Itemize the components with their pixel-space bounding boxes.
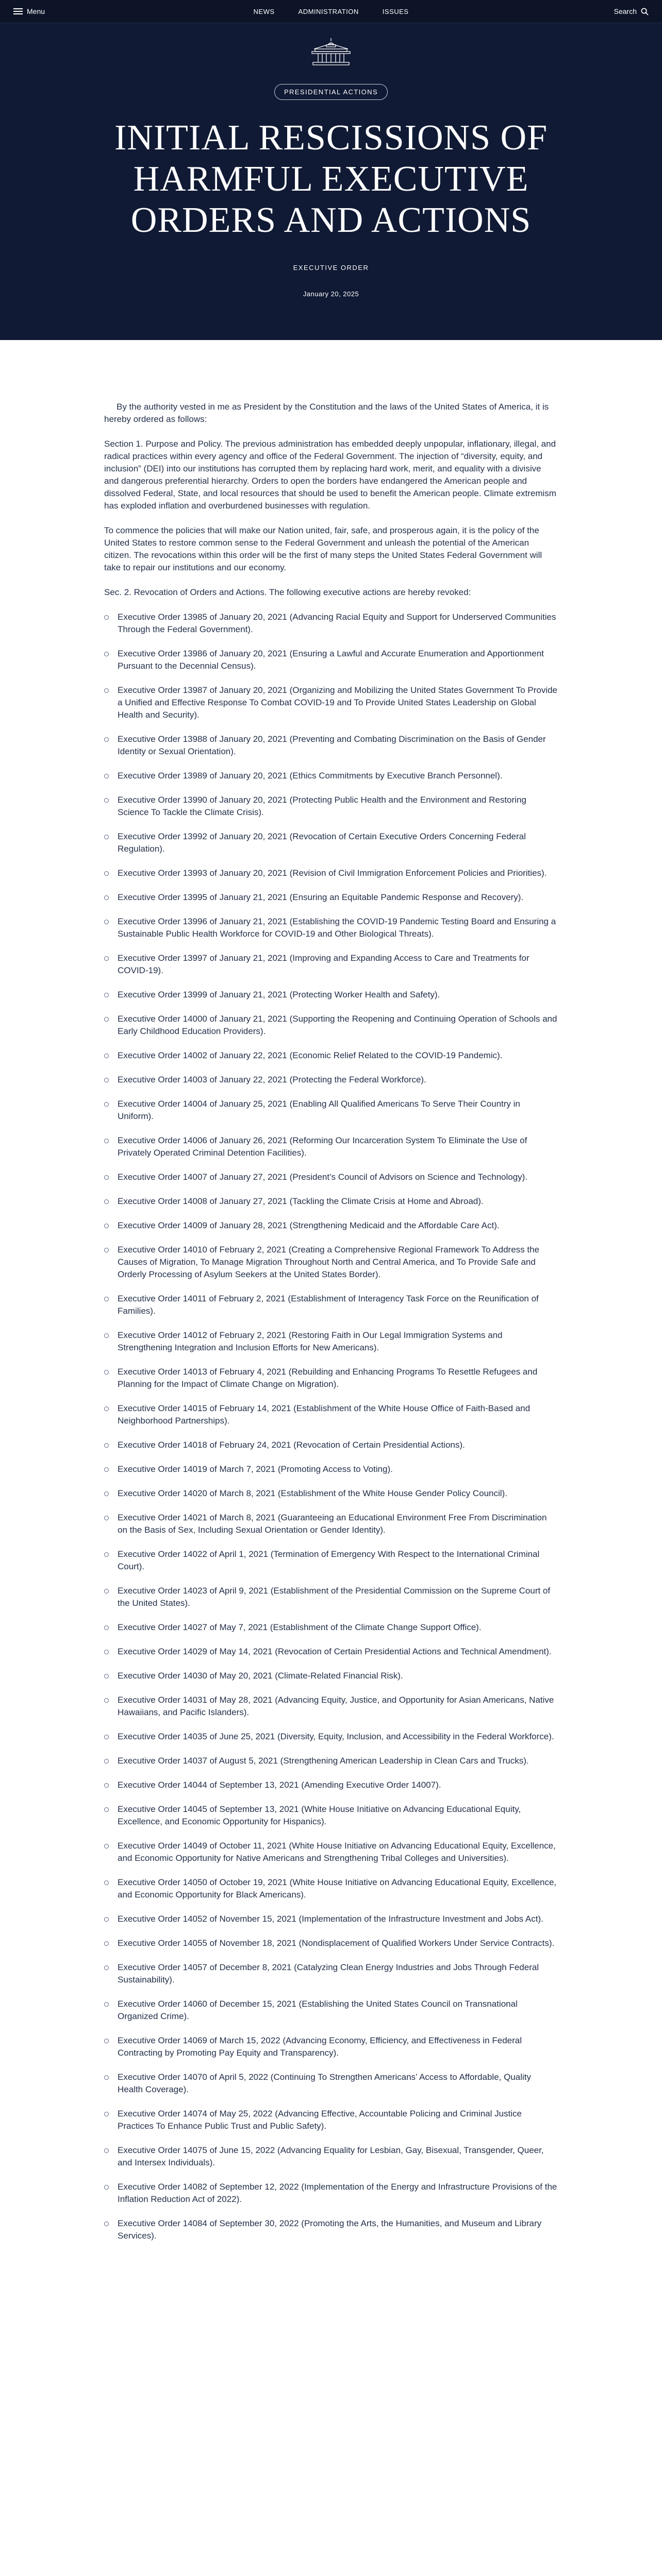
search-label: Search (614, 7, 637, 15)
revoked-order-item: Executive Order 14007 of January 27, 2021 (President’s Council of Advisors on Science and Technology). (104, 1171, 558, 1183)
hamburger-icon (13, 8, 23, 14)
revoked-order-item: Executive Order 14030 of May 20, 2021 (Climate-Related Financial Risk). (104, 1670, 558, 1682)
revoked-order-item: Executive Order 14009 of January 28, 2021 (Strengthening Medicaid and the Affordable Care Act). (104, 1219, 558, 1232)
policy-paragraph: To commence the policies that will make our Nation united, fair, safe, and prosperous again, it is the policy of the United States to restore common sense to the Federal Government and unleash the potential of the American citizen. The revocations within this order will be the first of many steps the United States Federal Government will take to repair our institutions and our economy. (104, 526, 542, 572)
document-type: EXECUTIVE ORDER (293, 264, 369, 272)
revoked-order-item: Executive Order 13987 of January 20, 2021 (Organizing and Mobilizing the United States Government To Provide a Unified and Effective Response To Combat COVID-19 and To Provide United States Leadership on Global Health and Security). (104, 684, 558, 721)
revoked-order-item: Executive Order 14010 of February 2, 2021 (Creating a Comprehensive Regional Framework To Address the Causes of Migration, To Manage Migration Throughout North and Central America, and To Provide Safe and Orderly Processing of Asylum Seekers at the United States Border). (104, 1244, 558, 1281)
revoked-order-item: Executive Order 13990 of January 20, 2021 (Protecting Public Health and the Environment and Restoring Science To Tackle the Climate Crisis). (104, 794, 558, 819)
revoked-order-item: Executive Order 14057 of December 8, 2021 (Catalyzing Clean Energy Industries and Jobs Through Federal Sustainability). (104, 1961, 558, 1986)
revoked-order-item: Executive Order 14000 of January 21, 2021 (Supporting the Reopening and Continuing Operation of Schools and Early Childhood Education Providers). (104, 1013, 558, 1038)
category-badge[interactable]: PRESIDENTIAL ACTIONS (274, 84, 388, 100)
revoked-orders-list (104, 611, 558, 2242)
revoked-order-item: Executive Order 14044 of September 13, 2021 (Amending Executive Order 14007). (104, 1779, 558, 1791)
revoked-order-item: Executive Order 14022 of April 1, 2021 (Termination of Emergency With Respect to the International Criminal Court). (104, 1548, 558, 1573)
revoked-order-item: Executive Order 14015 of February 14, 2021 (Establishment of the White House Office of Faith-Based and Neighborhood Partnerships). (104, 1402, 558, 1427)
revoked-order-item: Executive Order 14013 of February 4, 2021 (Rebuilding and Enhancing Programs To Resettle Refugees and Planning for the Impact of Climate Change on Migration). (104, 1366, 558, 1391)
revoked-order-item: Executive Order 14002 of January 22, 2021 (Economic Relief Related to the COVID-19 Pandemic). (104, 1049, 558, 1062)
revoked-order-item: Executive Order 13997 of January 21, 2021 (Improving and Expanding Access to Care and Treatments for COVID-19). (104, 952, 558, 977)
nav-link-issues[interactable]: ISSUES (382, 7, 409, 15)
search-icon (641, 8, 649, 15)
section-2-paragraph: Sec. 2. Revocation of Orders and Actions. The following executive actions are hereby revoked: (104, 587, 471, 597)
nav-link-administration[interactable]: ADMINISTRATION (298, 7, 359, 15)
revoked-order-item: Executive Order 14050 of October 19, 2021 (White House Initiative on Advancing Educational Equity, Excellence, and Economic Opportunity for Black Americans). (104, 1876, 558, 1901)
revoked-order-item: Executive Order 14084 of September 30, 2022 (Promoting the Arts, the Humanities, and Museum and Library Services). (104, 2217, 558, 2242)
revoked-order-item: Executive Order 14012 of February 2, 2021 (Restoring Faith in Our Legal Immigration Systems and Strengthening Integration and Inclusion Efforts for New Americans). (104, 1329, 558, 1354)
hero-banner (0, 23, 662, 340)
revoked-order-item: Executive Order 14075 of June 15, 2022 (Advancing Equality for Lesbian, Gay, Bisexual, Transgender, Queer, and Intersex Individuals). (104, 2144, 558, 2169)
revoked-order-item: Executive Order 14003 of January 22, 2021 (Protecting the Federal Workforce). (104, 1074, 558, 1086)
revoked-order-item: Executive Order 14020 of March 8, 2021 (Establishment of the White House Gender Policy Council). (104, 1487, 558, 1500)
revoked-order-item: Executive Order 13985 of January 20, 2021 (Advancing Racial Equity and Support for Underserved Communities Through the Federal Government). (104, 611, 558, 636)
nav-link-news[interactable]: NEWS (253, 7, 275, 15)
revoked-order-item: Executive Order 14023 of April 9, 2021 (Establishment of the Presidential Commission on the Supreme Court of the United States). (104, 1585, 558, 1609)
revoked-order-item: Executive Order 14019 of March 7, 2021 (Promoting Access to Voting). (104, 1463, 558, 1476)
revoked-order-item: Executive Order 14008 of January 27, 2021 (Tackling the Climate Crisis at Home and Abroad). (104, 1195, 558, 1208)
top-navigation-bar (0, 0, 662, 23)
revoked-order-item: Executive Order 13992 of January 20, 2021 (Revocation of Certain Executive Orders Concerning Federal Regulation). (104, 831, 558, 855)
revoked-order-item: Executive Order 14069 of March 15, 2022 (Advancing Economy, Efficiency, and Effectiveness in Federal Contracting by Promoting Pay Equity and Transparency). (104, 2035, 558, 2059)
revoked-order-item: Executive Order 14074 of May 25, 2022 (Advancing Effective, Accountable Policing and Criminal Justice Practices To Enhance Public Trust and Public Safety). (104, 2108, 558, 2132)
publish-date: January 20, 2025 (303, 290, 359, 298)
revoked-order-item: Executive Order 14035 of June 25, 2021 (Diversity, Equity, Inclusion, and Accessibility in the Federal Workforce). (104, 1731, 558, 1743)
revoked-order-item: Executive Order 14082 of September 12, 2022 (Implementation of the Energy and Infrastructure Provisions of the Inflation Reduction Act of 2022). (104, 2181, 558, 2206)
revoked-order-item: Executive Order 13989 of January 20, 2021 (Ethics Commitments by Executive Branch Personnel). (104, 770, 558, 782)
revoked-order-item: Executive Order 13988 of January 20, 2021 (Preventing and Combating Discrimination on the Basis of Gender Identity or Sexual Orientation). (104, 733, 558, 758)
revoked-order-item: Executive Order 13993 of January 20, 2021 (Revision of Civil Immigration Enforcement Policies and Priorities). (104, 867, 558, 879)
revoked-order-item: Executive Order 13986 of January 20, 2021 (Ensuring a Lawful and Accurate Enumeration and Apportionment Pursuant to the Decennial Census). (104, 648, 558, 672)
section-1-paragraph: Section 1. Purpose and Policy. The previous administration has embedded deeply unpopular, inflationary, illegal, and radical practices within every agency and office of the Federal Government. The injection of “diversity, equity, and inclusion” (DEI) into our institutions has corrupted them by replacing hard work, merit, and equality with a divisive and dangerous preferential hierarchy. Orders to open the borders have endangered the American people and dissolved Federal, State, and local resources that should be used to benefit the American people. Climate extremism has exploded inflation and overburdened businesses with regulation. (104, 439, 556, 511)
revoked-order-item: Executive Order 14029 of May 14, 2021 (Revocation of Certain Presidential Actions and Technical Amendment). (104, 1646, 558, 1658)
revoked-order-item: Executive Order 14055 of November 18, 2021 (Nondisplacement of Qualified Workers Under Service Contracts). (104, 1937, 558, 1950)
revoked-order-item: Executive Order 14018 of February 24, 2021 (Revocation of Certain Presidential Actions). (104, 1439, 558, 1451)
white-house-icon (311, 37, 351, 66)
intro-paragraph: By the authority vested in me as President by the Constitution and the laws of the United States of America, it is hereby ordered as follows: (104, 402, 549, 424)
revoked-order-item: Executive Order 14006 of January 26, 2021 (Reforming Our Incarceration System To Eliminate the Use of Privately Operated Criminal Detention Facilities). (104, 1134, 558, 1159)
revoked-order-item: Executive Order 14031 of May 28, 2021 (Advancing Equity, Justice, and Opportunity for Asian Americans, Native Hawaiians, and Pacific Islanders). (104, 1694, 558, 1719)
revoked-order-item: Executive Order 14070 of April 5, 2022 (Continuing To Strengthen Americans’ Access to Affordable, Quality Health Coverage). (104, 2071, 558, 2096)
revoked-order-item: Executive Order 14027 of May 7, 2021 (Establishment of the Climate Change Support Office). (104, 1621, 558, 1634)
revoked-order-item: Executive Order 14011 of February 2, 2021 (Establishment of Interagency Task Force on the Reunification of Families). (104, 1293, 558, 1317)
revoked-order-item: Executive Order 14004 of January 25, 2021 (Enabling All Qualified Americans To Serve Their Country in Uniform). (104, 1098, 558, 1123)
revoked-order-item: Executive Order 14060 of December 15, 2021 (Establishing the United States Council on Transnational Organized Crime). (104, 1998, 558, 2023)
revoked-order-item: Executive Order 13999 of January 21, 2021 (Protecting Worker Health and Safety). (104, 989, 558, 1001)
revoked-order-item: Executive Order 13995 of January 21, 2021 (Ensuring an Equitable Pandemic Response and Recovery). (104, 891, 558, 904)
order-body (104, 340, 558, 2285)
menu-button[interactable] (13, 7, 45, 15)
revoked-order-item: Executive Order 13996 of January 21, 2021 (Establishing the COVID-19 Pandemic Testing Board and Ensuring a Sustainable Public Health Workforce for COVID-19 and Other Biological Threats). (104, 916, 558, 940)
main-nav (254, 8, 409, 15)
page-title: INITIAL RESCISSIONS OF HARMFUL EXECUTIVE ORDERS AND ACTIONS (114, 118, 548, 240)
revoked-order-item: Executive Order 14049 of October 11, 2021 (White House Initiative on Advancing Educational Equity, Excellence, and Economic Opportunity for Native Americans and Strengthening Tribal Colleges and Universities). (104, 1840, 558, 1865)
menu-label: Menu (27, 7, 45, 15)
revoked-order-item: Executive Order 14021 of March 8, 2021 (Guaranteeing an Educational Environment Free From Discrimination on the Basis of Sex, Including Sexual Orientation or Gender Identity). (104, 1512, 558, 1536)
white-house-logo[interactable] (0, 23, 662, 81)
search-button[interactable] (614, 7, 649, 15)
revoked-order-item: Executive Order 14052 of November 15, 2021 (Implementation of the Infrastructure Investment and Jobs Act). (104, 1913, 558, 1925)
revoked-order-item: Executive Order 14045 of September 13, 2021 (White House Initiative on Advancing Educational Equity, Excellence, and Economic Opportunity for Hispanics). (104, 1803, 558, 1828)
revoked-order-item: Executive Order 14037 of August 5, 2021 (Strengthening American Leadership in Clean Cars and Trucks). (104, 1755, 558, 1767)
